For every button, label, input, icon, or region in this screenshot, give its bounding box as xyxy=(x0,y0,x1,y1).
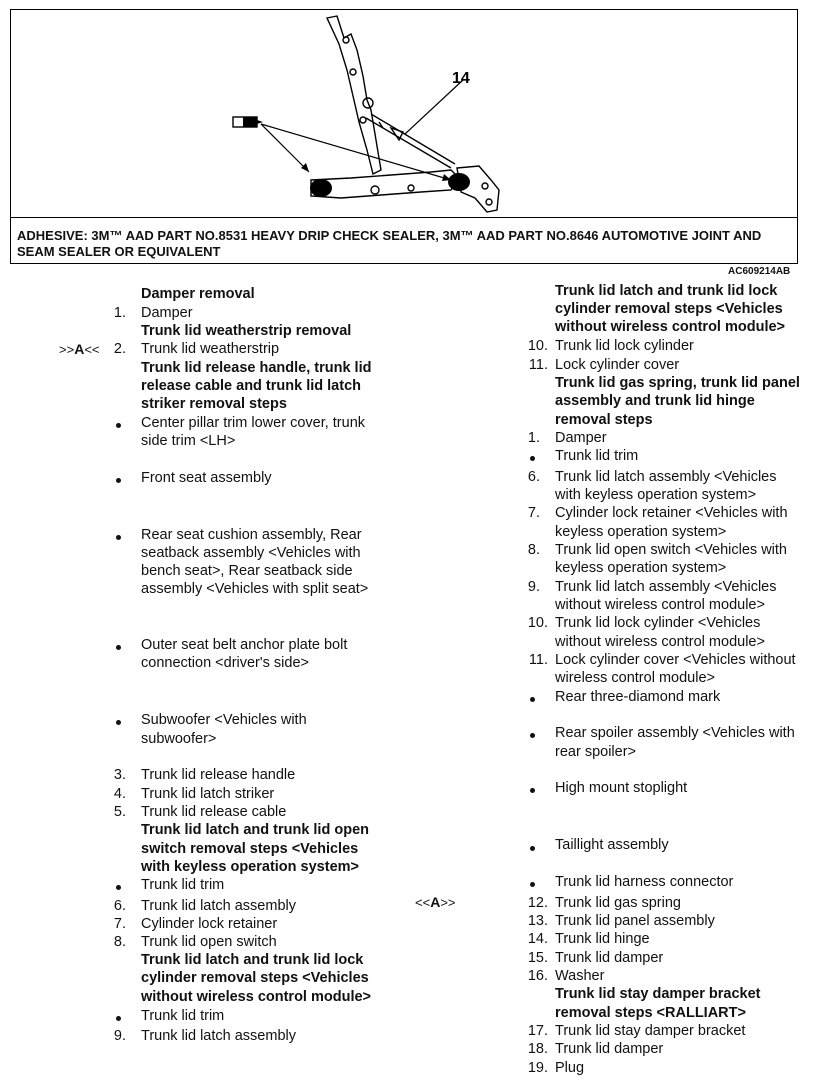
list-item: Trunk lid hinge xyxy=(555,931,650,947)
heading-gas-spring-hinge-steps: Trunk lid gas spring, trunk lid panel xyxy=(555,375,800,391)
list-item: Rear spoiler assembly <Vehicles with xyxy=(555,725,795,741)
item-number: 15. xyxy=(527,950,548,966)
list-item: Trunk lid release cable xyxy=(141,804,287,820)
heading-latch-lock-cylinder-steps: Trunk lid latch and trunk lid lock xyxy=(141,952,364,968)
item-number: 1. xyxy=(527,430,540,446)
heading-weatherstrip-removal: Trunk lid weatherstrip removal xyxy=(141,323,352,339)
item-number: 14. xyxy=(527,931,548,947)
bullet xyxy=(116,478,121,483)
adhesive-tube-icon xyxy=(233,117,263,127)
heading-latch-open-switch-steps: Trunk lid latch and trunk lid open xyxy=(141,822,369,838)
list-item: Trunk lid latch assembly <Vehicles xyxy=(555,469,777,485)
item-number: 11. xyxy=(528,357,548,373)
heading-gas-spring-hinge-steps: removal steps xyxy=(555,412,653,428)
list-item: Rear seat cushion assembly, Rear xyxy=(141,527,362,543)
list-item: connection <driver's side> xyxy=(141,655,310,671)
callout-14: 14 xyxy=(452,70,470,87)
heading-latch-open-switch-steps: with keyless operation system> xyxy=(141,859,359,875)
list-item: Trunk lid lock cylinder <Vehicles xyxy=(555,615,761,631)
list-item: without wireless control module> xyxy=(555,634,765,650)
list-item: Plug xyxy=(555,1060,585,1076)
bullet xyxy=(116,645,121,650)
adhesive-caption: ADHESIVE: 3M™ AAD PART NO.8531 HEAVY DRIP CHECK SEALER, 3M™ AAD PART NO.8646 AUTOMOTIVE JOINT AND SEAM SEALER OR EQUIVALENT xyxy=(11,217,797,263)
item-number: 2. xyxy=(113,341,126,357)
list-item: Subwoofer <Vehicles with xyxy=(141,712,307,728)
list-item: wireless control module> xyxy=(555,670,715,686)
item-number: 19. xyxy=(527,1060,548,1076)
item-number: 1. xyxy=(113,305,126,321)
list-item: Trunk lid panel assembly xyxy=(555,913,715,929)
bullet xyxy=(116,885,121,890)
list-item: Damper xyxy=(555,430,607,446)
list-item: without wireless control module> xyxy=(555,597,765,613)
list-item: Trunk lid open switch xyxy=(141,934,277,950)
list-item: Trunk lid harness connector xyxy=(555,874,734,890)
list-item: assembly <Vehicles with split seat> xyxy=(141,581,369,597)
bullet xyxy=(530,846,535,851)
item-number: 3. xyxy=(113,767,126,783)
item-number: 9. xyxy=(113,1028,126,1044)
heading-release-handle-steps: release cable and trunk lid latch xyxy=(141,378,361,394)
list-item: Trunk lid damper xyxy=(555,1041,664,1057)
bullet xyxy=(116,423,121,428)
bullet xyxy=(530,733,535,738)
item-number: 17. xyxy=(527,1023,548,1039)
bullet xyxy=(530,697,535,702)
list-item: High mount stoplight xyxy=(555,780,688,796)
item-number: 5. xyxy=(113,804,126,820)
bullet xyxy=(116,1016,121,1021)
list-item: Cylinder lock retainer <Vehicles with xyxy=(555,505,788,521)
item-number: 8. xyxy=(527,542,540,558)
list-item: Front seat assembly xyxy=(141,470,272,486)
list-item: Taillight assembly xyxy=(555,837,669,853)
heading-latch-lock-cylinder-steps: without wireless control module> xyxy=(555,319,786,335)
reference-a-right: <<A>> xyxy=(415,894,456,910)
heading-latch-lock-cylinder-steps: without wireless control module> xyxy=(141,989,372,1005)
list-item: Trunk lid latch assembly <Vehicles xyxy=(555,579,777,595)
bullet xyxy=(116,720,121,725)
heading-latch-lock-cylinder-steps: cylinder removal steps <Vehicles xyxy=(555,301,783,317)
heading-latch-open-switch-steps: switch removal steps <Vehicles xyxy=(141,841,359,857)
list-item: Trunk lid lock cylinder xyxy=(555,338,694,354)
list-item: Cylinder lock retainer xyxy=(141,916,278,932)
list-item: rear spoiler> xyxy=(555,744,636,760)
list-item: bench seat>, Rear seatback side xyxy=(141,563,353,579)
bullet xyxy=(116,535,121,540)
figure-code: AC609214AB xyxy=(728,266,791,277)
heading-release-handle-steps: Trunk lid release handle, trunk lid xyxy=(141,360,372,376)
list-item: Trunk lid gas spring xyxy=(555,895,681,911)
list-item: Rear three-diamond mark xyxy=(555,689,721,705)
list-item: Trunk lid trim xyxy=(141,877,225,893)
list-item: Trunk lid stay damper bracket xyxy=(555,1023,746,1039)
list-item: Washer xyxy=(555,968,605,984)
heading-latch-lock-cylinder-steps: Trunk lid latch and trunk lid lock xyxy=(555,283,778,299)
item-number: 11. xyxy=(528,652,548,668)
heading-damper-removal: Damper removal xyxy=(141,286,255,302)
heading-stay-damper-bracket-steps: Trunk lid stay damper bracket xyxy=(555,986,761,1002)
heading-gas-spring-hinge-steps: assembly and trunk lid hinge xyxy=(555,393,755,409)
item-number: 10. xyxy=(527,615,548,631)
list-item: Center pillar trim lower cover, trunk xyxy=(141,415,366,431)
item-number: 16. xyxy=(527,968,548,984)
item-number: 4. xyxy=(113,786,126,802)
item-number: 18. xyxy=(527,1041,548,1057)
bullet xyxy=(530,788,535,793)
reference-a-left: >>A<< xyxy=(59,341,100,357)
bullet xyxy=(530,882,535,887)
list-item: Trunk lid damper xyxy=(555,950,664,966)
hinge-diagram xyxy=(11,10,797,217)
list-item: Trunk lid trim xyxy=(141,1008,225,1024)
item-number: 8. xyxy=(113,934,126,950)
list-item: Trunk lid latch assembly xyxy=(141,1028,296,1044)
list-item: Trunk lid trim xyxy=(555,448,639,464)
list-item: Outer seat belt anchor plate bolt xyxy=(141,637,348,653)
list-item: with keyless operation system> xyxy=(555,487,757,503)
item-number: 7. xyxy=(527,505,540,521)
list-item: subwoofer> xyxy=(141,731,217,747)
item-number: 10. xyxy=(527,338,548,354)
item-number: 7. xyxy=(113,916,126,932)
list-item: Trunk lid latch assembly xyxy=(141,898,296,914)
list-item: Lock cylinder cover xyxy=(555,357,680,373)
list-item: Damper xyxy=(141,305,193,321)
heading-stay-damper-bracket-steps: removal steps <RALLIART> xyxy=(555,1005,746,1021)
list-item: keyless operation system> xyxy=(555,524,727,540)
list-item: side trim <LH> xyxy=(141,433,236,449)
list-item: keyless operation system> xyxy=(555,560,727,576)
heading-latch-lock-cylinder-steps: cylinder removal steps <Vehicles xyxy=(141,970,369,986)
bullet xyxy=(530,456,535,461)
item-number: 12. xyxy=(527,895,548,911)
list-item: Trunk lid weatherstrip xyxy=(141,341,280,357)
list-item: Lock cylinder cover <Vehicles without xyxy=(555,652,796,668)
list-item: Trunk lid release handle xyxy=(141,767,296,783)
item-number: 13. xyxy=(527,913,548,929)
item-number: 9. xyxy=(527,579,540,595)
item-number: 6. xyxy=(113,898,126,914)
list-item: seatback assembly <Vehicles with xyxy=(141,545,361,561)
figure-box xyxy=(10,9,798,264)
list-item: Trunk lid latch striker xyxy=(141,786,275,802)
list-item: Trunk lid open switch <Vehicles with xyxy=(555,542,787,558)
heading-release-handle-steps: striker removal steps xyxy=(141,396,287,412)
item-number: 6. xyxy=(527,469,540,485)
